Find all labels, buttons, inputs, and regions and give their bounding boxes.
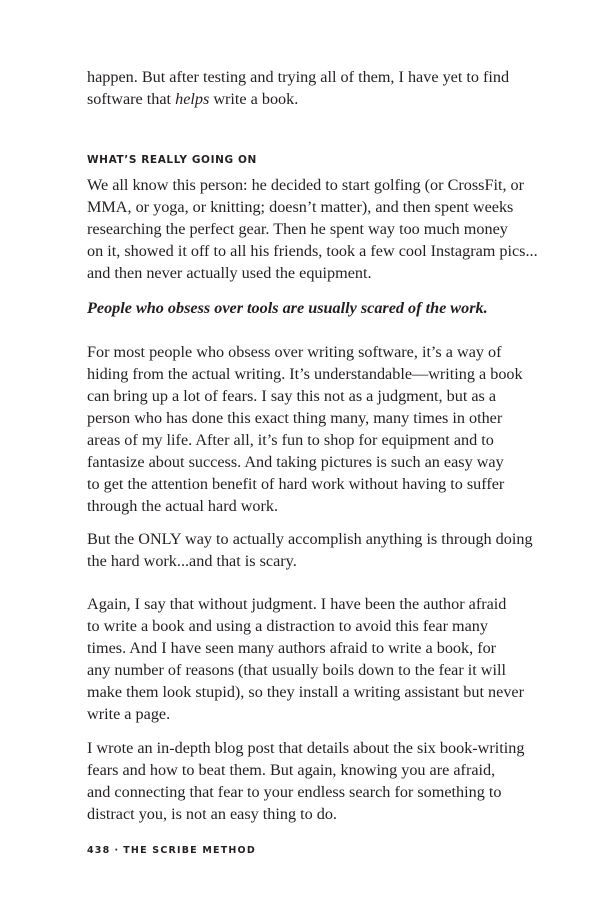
page-number: 438 xyxy=(87,845,111,856)
footer-separator: · xyxy=(114,845,120,856)
paragraph-hard-work xyxy=(87,528,533,572)
text-line xyxy=(87,88,517,110)
book-title: THE SCRIBE METHOD xyxy=(123,845,256,856)
text-line: People who obsess over tools are usually scared of the work. xyxy=(87,299,488,317)
text-line: to get the attention benefit of hard work without having to suffer xyxy=(87,475,505,493)
paragraph-hiding-from-writing xyxy=(87,341,523,517)
text-line: MMA, or yoga, or knitting; doesn’t matter), and then spent weeks xyxy=(87,198,514,216)
text-line: through the actual hard work. xyxy=(87,497,279,515)
text-line: I wrote an in-depth blog post that details about the six book-writing xyxy=(87,739,525,757)
page-footer xyxy=(87,845,256,856)
text-line: the hard work...and that is scary. xyxy=(87,552,297,570)
text-line: happen. But after testing and trying all of them, I have yet to find xyxy=(87,68,510,86)
intro-paragraph xyxy=(87,66,517,110)
text-line: For most people who obsess over writing software, it’s a way of xyxy=(87,343,502,361)
text-line: on it, showed it off to all his friends, took a few cool Instagram pics... xyxy=(87,242,538,260)
paragraph-blog-post xyxy=(87,737,525,825)
text-line: make them look stupid), so they install a writing assistant but never xyxy=(87,683,524,701)
text-line: researching the perfect gear. Then he spent way too much money xyxy=(87,220,508,238)
paragraph-gear-obsession xyxy=(87,174,538,284)
text-line: Again, I say that without judgment. I have been the author afraid xyxy=(87,595,507,613)
text-line: any number of reasons (that usually boils down to the fear it will xyxy=(87,661,506,679)
text-line: We all know this person: he decided to start golfing (or CrossFit, or xyxy=(87,176,525,194)
italic-emphasis: helps xyxy=(175,90,210,108)
text-line: distract you, is not an easy thing to do. xyxy=(87,805,337,823)
text-line: write a page. xyxy=(87,705,171,723)
text-run: software that xyxy=(87,90,176,108)
text-line: and connecting that fear to your endless search for something to xyxy=(87,783,502,801)
paragraph-without-judgment xyxy=(87,593,524,725)
text-line: can bring up a lot of fears. I say this not as a judgment, but as a xyxy=(87,387,497,405)
text-line: to write a book and using a distraction to avoid this fear many xyxy=(87,617,488,635)
text-line: areas of my life. After all, it’s fun to shop for equipment and to xyxy=(87,431,494,449)
text-line: fantasize about success. And taking pictures is such an easy way xyxy=(87,453,504,471)
text-line: person who has done this exact thing many, many times in other xyxy=(87,409,503,427)
text-line: hiding from the actual writing. It’s understandable—writing a book xyxy=(87,365,523,383)
callout-statement xyxy=(87,297,517,319)
text-line: and then never actually used the equipment. xyxy=(87,264,372,282)
text-line: times. And I have seen many authors afraid to write a book, for xyxy=(87,639,497,657)
section-heading: WHAT’S REALLY GOING ON xyxy=(87,154,257,166)
text-line: But the ONLY way to actually accomplish anything is through doing xyxy=(87,530,533,548)
text-run: write a book. xyxy=(209,90,299,108)
text-line: fears and how to beat them. But again, knowing you are afraid, xyxy=(87,761,496,779)
